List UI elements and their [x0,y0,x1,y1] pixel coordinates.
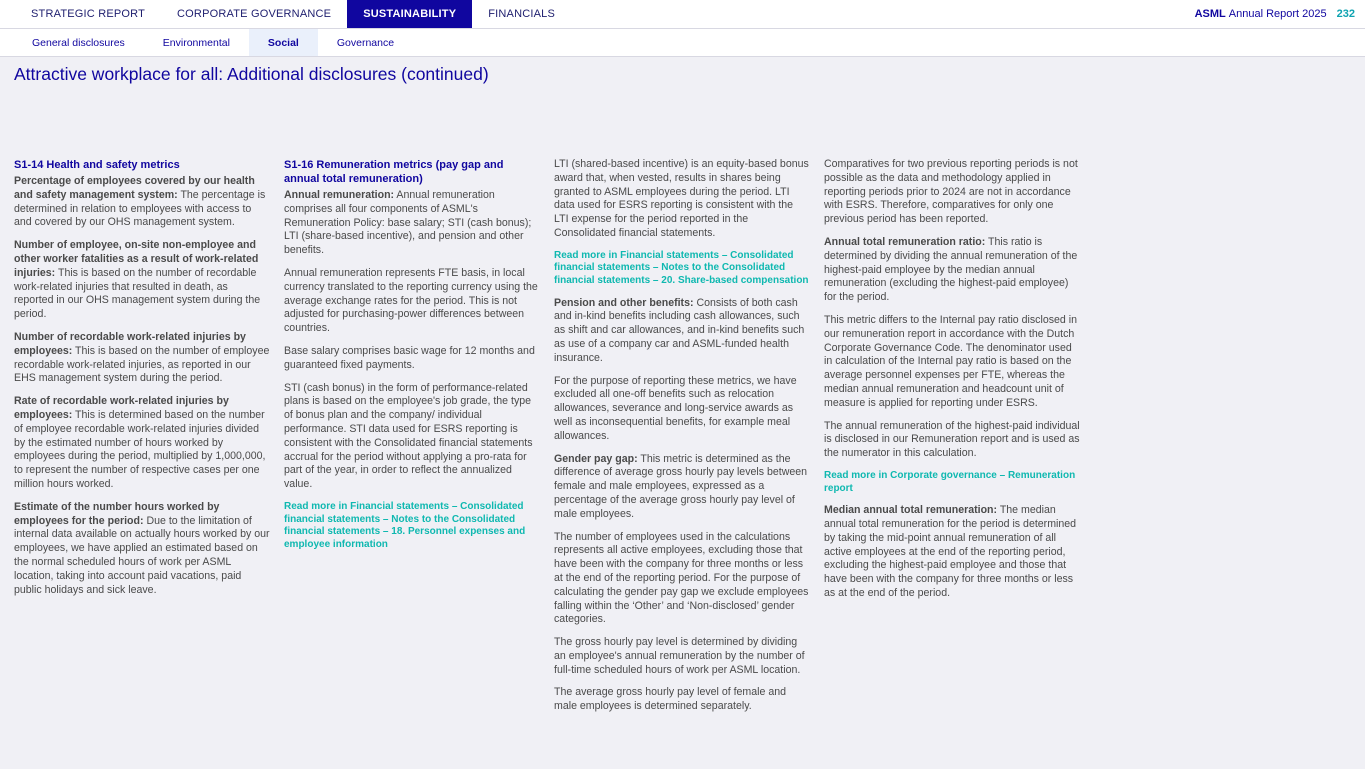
paragraph: Annual remuneration represents FTE basis, in local currency translated to the reporting currency using the average exchange rates for the period. This is not adjusted for purchasing-power differences between countries. [284,266,538,335]
term-text: This is determined based on the number of employee recordable work-related injuries divided by the estimated number of hours worked by employees during the period, multiplied by 1,000,000, to represent the number of respective cases per one million hours worked. [14,408,266,490]
term-label: Number of employee, on-site non-employee and other worker fatalities as a result of work-related injuries: [14,239,259,279]
paragraph: For the purpose of reporting these metrics, we have excluded all one-off benefits such as relocation allowances, severance and long-service awards as well as inconsequential benefits, for example meal allowances. [554,374,797,442]
read-more-link-share-based-compensation[interactable]: Read more in Financial statements – Consolidated financial statements – Notes to the Consolidated financial statements – 20. Share-based compensation [554,249,809,286]
section-heading-s1-14: S1-14 Health and safety metrics [14,159,180,171]
paragraph [14,395,270,492]
term-label: Number of recordable work-related injuries by employees: [14,330,246,357]
subtab-social[interactable]: Social [249,29,318,56]
paragraph: Comparatives for two previous reporting periods is not possible as the data and methodology applied in reporting periods prior to 2024 are not in accordance with ESRS. Therefore, comparatives for only one previous period has been reported. [824,158,1078,226]
tab-strategic-report[interactable]: STRATEGIC REPORT [31,8,146,20]
paragraph [554,453,810,522]
column-remuneration [284,158,540,560]
subtab-general-disclosures[interactable]: General disclosures [32,36,125,49]
term-text: This is based on the number of recordable work-related injuries that resulted in death, as reported in our OHS management system during the period. [14,266,261,321]
subtab-environmental[interactable]: Environmental [162,36,230,49]
paragraph [14,175,270,230]
paragraph [824,504,1080,601]
read-more-link-personnel-expenses[interactable]: Read more in Financial statements – Consolidated financial statements – Notes to the Consolidated financial statements – 18. Personnel expenses and employee information [284,500,526,550]
term-text: This ratio is determined by dividing the annual remuneration of the highest-paid employee by the median annual remuneration (excluding the highest-paid employee) for the period. [824,235,1078,304]
term-label: Gender pay gap: [554,452,638,465]
term-label: Annual remuneration: [284,189,395,201]
column-health-safety [14,158,270,606]
term-text: This is based on the number of employee recordable work-related injuries, as reported in our EHS management system during the period. [14,344,270,385]
paragraph: The gross hourly pay level is determined by dividing an employee's annual remuneration by the number of full-time scheduled hours of work per ASML location. [554,636,805,676]
paragraph [824,236,1080,305]
term-text: Due to the limitation of internal data available on actually hours worked by our employees, we have applied an estimated based on the normal scheduled hours of work per ASML location, taking into account paid vacations, paid public holidays and sick leave. [14,514,270,596]
term-label: Percentage of employees covered by our health and safety management system: [14,175,255,201]
read-more-link-remuneration-report[interactable]: Read more in Corporate governance – Remuneration report [824,469,1076,494]
report-header [1195,0,1365,28]
tab-sustainability[interactable]: SUSTAINABILITY [347,0,472,28]
paragraph [554,297,810,366]
paragraph: The average gross hourly pay level of female and male employees is determined separately. [554,686,787,713]
paragraph: STI (cash bonus) in the form of performance-related plans is based on the employee's job grade, the type of bonus plan and the company/ individual performance. STI data used for ESRS reporting is consistent with the Consolidated financial statements accrual for the period without applying a pro-rata for part of the year, in order to reflect the annualized value. [284,381,533,491]
term-label: Pension and other benefits: [554,296,694,309]
term-text: Consists of both cash and in-kind benefits including cash allowances, such as shift and car allowances, and in-kind benefits such as use of a company car and ASML-funded health insurance. [554,296,805,364]
paragraph: LTI (shared-based incentive) is an equity-based bonus award that, when vested, results in shares being granted to ASML employees during the period. LTI data used for ESRS reporting is consistent with the LTI expense for the period reported in the Consolidated financial statements. [554,158,809,239]
paragraph [284,189,540,258]
term-text: Annual remuneration comprises all four components of ASML's Remuneration Policy: base salary; STI (cash bonus); LTI (share-based incentive), and pension and other benefits. [284,189,532,257]
term-label: Median annual total remuneration: [824,504,998,517]
paragraph: The annual remuneration of the highest-paid individual is disclosed in our Remuneration report and is used as the numerator in this calculation. [824,419,1080,460]
subtab-governance[interactable]: Governance [336,36,395,49]
section-heading-s1-16: S1-16 Remuneration metrics (pay gap and annual total remuneration) [284,159,504,185]
term-label: Rate of recordable work-related injuries by employees: [14,395,229,421]
paragraph [14,239,270,322]
top-navigation [0,0,1365,29]
paragraph: The number of employees used in the calculations represents all active employees, excluding those that have been with the company for three months or less at the end of the reporting period. For the purpose of calculating the gender pay gap we exclude employees falling within the ‘Other’ and ‘Non-disclosed’ gender categories. [554,530,809,626]
term-label: Estimate of the number hours worked by employees for the period: [14,500,220,527]
page-number: 232 [1336,8,1355,20]
paragraph: This metric differs to the Internal pay ratio disclosed in our remuneration report in accordance with the Dutch Corporate Governance Code. The denominator used in calculation of the Internal pay ratio is based on the average personnel expenses per FTE, whereas the median annual remuneration and headcount unit of measure is applied for reporting under ESRS. [824,313,1077,409]
term-label: Annual total remuneration ratio: [824,235,986,248]
page-title: Attractive workplace for all: Additional disclosures (continued) [14,64,489,84]
report-title: Annual Report 2025 [1228,8,1327,20]
tab-corporate-governance[interactable]: CORPORATE GOVERNANCE [177,8,332,20]
tab-financials[interactable]: FINANCIALS [488,8,556,20]
column-remuneration-continued [554,158,810,723]
column-remuneration-ratio [824,158,1080,610]
term-text: This metric is determined as the difference of average gross hourly pay levels between female and male employees, expressed as a percentage of the average gross hourly pay level of male employees. [554,452,808,520]
report-brand: ASML [1194,8,1226,20]
term-text: The percentage is determined in relation to employees with access to and covered by our OHS management system. [14,188,266,229]
paragraph: Base salary comprises basic wage for 12 months and guaranteed fixed payments. [284,344,535,371]
term-text: The median annual total remuneration for the period is determined by taking the mid-point annual remuneration of all active employees at the end of the reporting period, excluding the highest-paid employee and those that have been with the company for three months or less as at the end of the period. [824,504,1077,599]
paragraph [14,501,270,598]
paragraph [14,331,270,386]
sub-navigation [0,29,1365,57]
